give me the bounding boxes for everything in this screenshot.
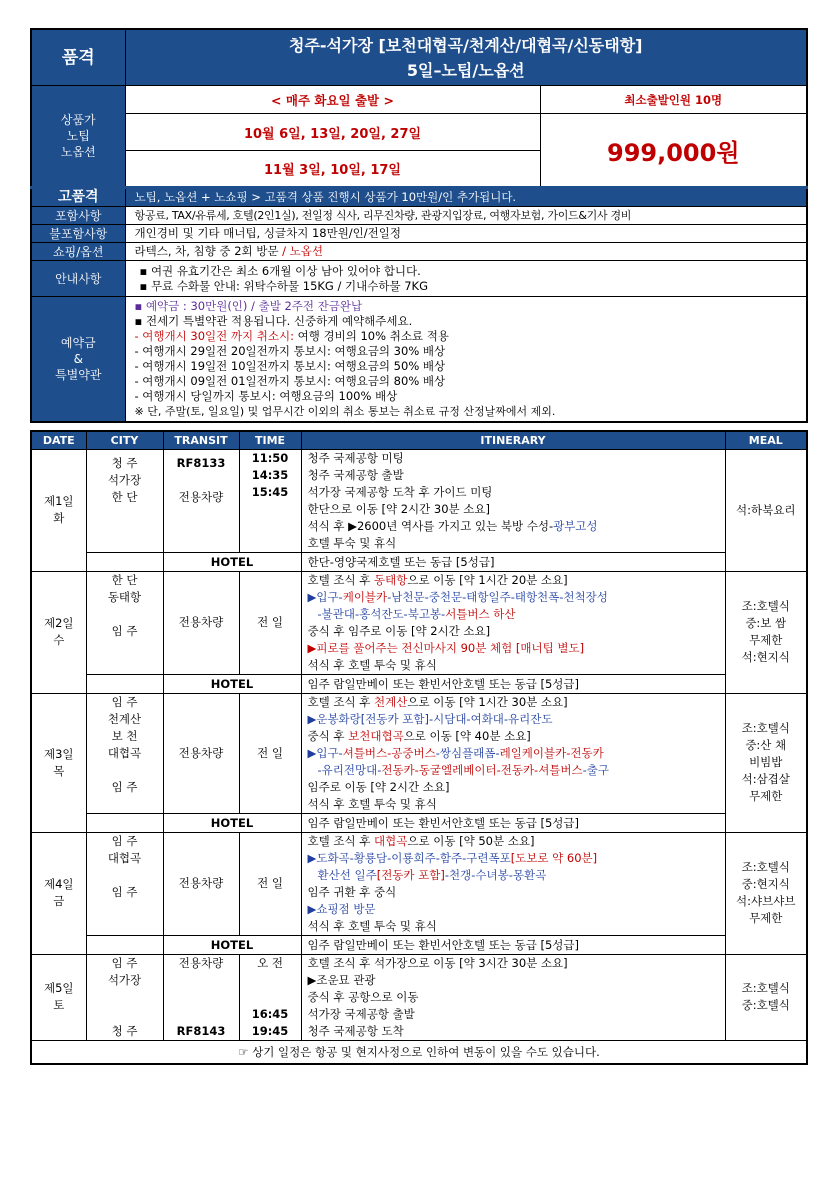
day5-itinerary: 호텔 조식 후 석가장으로 이동 [약 3시간 30분 소요] ▶조운묘 관광 중식 후 공항으로 이동 석가장 국제공항 출발 청주 국제공항 도착 xyxy=(301,954,725,1040)
day5-city: 임 주 석가장 청 주 xyxy=(86,954,163,1040)
day2-transit: 전용차량 xyxy=(163,571,239,674)
day2-date: 제2일 수 xyxy=(31,571,86,693)
day4-city: 임 주 대협곡 임 주 xyxy=(86,832,163,935)
departure-note: < 매주 화요일 출발 > xyxy=(125,86,540,114)
label-booking: 예약금 & 특별약관 xyxy=(31,297,125,423)
day3-transit: 전용차량 xyxy=(163,693,239,813)
day4-itinerary: 호텔 조식 후 대협곡으로 이동 [약 50분 소요] ▶도화곡-황룡담-이룡희주-함주-구련폭포[도보로 약 60분] 환산선 일주[전동카 포함]-천갱-수녀봉-몽환곡 임주 귀환 후 중식 ▶쇼핑점 방문 석식 후 호텔 투숙 및 휴식 xyxy=(301,832,725,935)
day2-meal: 조:호텔식 중:보 쌈 무제한 석:현지식 xyxy=(725,571,807,693)
price: 999,000원 xyxy=(540,114,807,188)
day2-itinerary: 호텔 조식 후 동태항으로 이동 [약 1시간 20분 소요] ▶입구-케이블카-남천문-중천문-태항일주-태항천폭-천척장성 -불관대-홍석잔도-북고봉-서틀버스 하산 중식 후 임주로 이동 [약 2시간 소요] ▶피로를 풀어주는 전신마사지 90분 체험 [매너팁 별도] 석식 후 호텔 투숙 및 휴식 xyxy=(301,571,725,674)
day5-transit: 전용차량 RF8143 xyxy=(163,954,239,1040)
day1-transit: RF8133 전용차량 xyxy=(163,449,239,552)
booking-terms: ▪ 예약금 : 30만원(인) / 출발 2주전 잔금완납 ▪ 전세기 특별약관 적용됩니다. 신중하게 예약해주세요. - 여행개시 30일전 까지 취소시: 여행 경비의 10% 취소료 적용 - 여행개시 29일전 20일전까지 통보시: 여행요금의 30% 배상 - 여행개시 19일전 10일전까지 통보시: 여행요금의 50% 배상 - 여행개시 09일전 01일전까지 통보시: 여행요금의 80% 배상 - 여행개시 당일까지 통보시: 여행요금의 100% 배상 ※ 단, 주말(토, 일요일) 및 업무시간 이외의 취소 통보는 취소료 규정 산정날짜에서 제외. xyxy=(125,297,807,423)
title-line-2: 5일–노팁/노옵션 xyxy=(406,61,525,80)
label-guide: 안내사항 xyxy=(31,261,125,297)
day3-date: 제3일 목 xyxy=(31,693,86,832)
day2-hotel: 임주 람일만베이 또는 환빈서안호텔 또는 동급 [5성급] xyxy=(301,674,725,693)
day1-date: 제1일 화 xyxy=(31,449,86,571)
guide-text: ▪ 여권 유효기간은 최소 6개월 이상 남아 있어야 합니다. ▪ 무료 수화물 안내: 위탁수하물 15KG / 기내수하물 7KG xyxy=(125,261,807,297)
excluded-text: 개인경비 및 기타 매너팁, 싱글차지 18만원/인/전일정 xyxy=(125,225,807,243)
day2-row xyxy=(31,571,807,674)
label-product: 품격 xyxy=(31,29,125,86)
min-pax: 최소출발인원 10명 xyxy=(540,86,807,114)
day3-city: 임 주 천계산 보 천 대협곡 임 주 xyxy=(86,693,163,813)
day4-hotel-row xyxy=(31,935,807,954)
day4-date: 제4일 금 xyxy=(31,832,86,954)
itinerary-header-row xyxy=(31,431,807,449)
label-excluded: 불포함사항 xyxy=(31,225,125,243)
day1-itinerary: 청주 국제공항 미팅 청주 국제공항 출발 석가장 국제공항 도착 후 가이드 미팅 한단으로 이동 [약 2시간 30분 소요] 석식 후 ▶2600년 역사를 가지고 있는 북방 수성-광부고성 호텔 투숙 및 휴식 xyxy=(301,449,725,552)
header-meal: MEAL xyxy=(725,431,807,449)
day5-meal: 조:호텔식 중:호텔식 xyxy=(725,954,807,1040)
product-title xyxy=(125,29,807,86)
day3-time: 전 일 xyxy=(239,693,301,813)
header-transit: TRANSIT xyxy=(163,431,239,449)
day2-hotel-label: HOTEL xyxy=(163,674,301,693)
day1-hotel: 한단-영양국제호텔 또는 동급 [5성급] xyxy=(301,552,725,571)
day3-hotel-row xyxy=(31,813,807,832)
label-price: 상품가 노팁 노옵션 xyxy=(31,86,125,188)
itinerary-document xyxy=(30,28,806,1065)
header-city: CITY xyxy=(86,431,163,449)
day4-hotel-label: HOTEL xyxy=(163,935,301,954)
label-shopping: 쇼핑/옵션 xyxy=(31,243,125,261)
day4-hotel: 임주 람일만베이 또는 환빈서안호텔 또는 동급 [5성급] xyxy=(301,935,725,954)
shopping-text: 라텍스, 차, 침향 중 2회 방문 / 노옵션 xyxy=(125,243,807,261)
day4-meal: 조:호텔식 중:현지식 석:샤브샤브 무제한 xyxy=(725,832,807,954)
day1-time: 11:50 14:35 15:45 xyxy=(239,449,301,552)
label-included: 포함사항 xyxy=(31,207,125,225)
day3-itinerary: 호텔 조식 후 천계산으로 이동 [약 1시간 30분 소요] ▶운봉화랑[전동카 포함]-시담대-여화대-유리잔도 중식 후 보천대협곡으로 이동 [약 40분 소요] ▶입구-셔틀버스-공중버스-쌍심플래폼-레일케이블카-전동카 -유리전망대-전동카-동굴엘레베이터-전동카-셔틀버스-출구 임주로 이동 [약 2시간 소요] 석식 후 호텔 투숙 및 휴식 xyxy=(301,693,725,813)
day3-meal: 조:호텔식 중:산 채 비빔밥 석:삼겹살 무제한 xyxy=(725,693,807,832)
day4-row xyxy=(31,832,807,935)
premium-text: 노팁, 노옵션 + 노쇼핑 > 고품격 상품 진행시 상품가 10만원/인 추가됩니다. xyxy=(125,188,807,207)
header-date: DATE xyxy=(31,431,86,449)
day5-date: 제5일 토 xyxy=(31,954,86,1040)
day1-row xyxy=(31,449,807,552)
day5-time: 오 전 16:45 19:45 xyxy=(239,954,301,1040)
day4-time: 전 일 xyxy=(239,832,301,935)
day1-meal: 석:하북요리 xyxy=(725,449,807,571)
day4-transit: 전용차량 xyxy=(163,832,239,935)
header-time: TIME xyxy=(239,431,301,449)
dates-november: 11월 3일, 10일, 17일 xyxy=(125,151,540,188)
day2-hotel-row xyxy=(31,674,807,693)
day1-hotel-row xyxy=(31,552,807,571)
day2-time: 전 일 xyxy=(239,571,301,674)
footnote-row xyxy=(31,1040,807,1064)
day3-hotel: 임주 람일만베이 또는 환빈서안호텔 또는 동급 [5성급] xyxy=(301,813,725,832)
product-info-table xyxy=(30,28,808,423)
label-premium: 고품격 xyxy=(31,188,125,207)
day1-city: 청 주 석가장 한 단 xyxy=(86,449,163,552)
day1-hotel-label: HOTEL xyxy=(163,552,301,571)
day3-hotel-label: HOTEL xyxy=(163,813,301,832)
footnote: ☞ 상기 일정은 항공 및 현지사정으로 인하여 변동이 있을 수도 있습니다. xyxy=(31,1040,807,1064)
itinerary-table xyxy=(30,430,808,1065)
day3-row xyxy=(31,693,807,813)
day5-row xyxy=(31,954,807,1040)
day2-city: 한 단 동태항 임 주 xyxy=(86,571,163,674)
title-line-1: 청주-석가장 [보천대협곡/천계산/대협곡/신동태항] xyxy=(289,36,643,55)
included-text: 항공료, TAX/유류세, 호텔(2인1실), 전일정 식사, 리무진차량, 관광지입장료, 여행자보험, 가이드&기사 경비 xyxy=(125,207,807,225)
header-itinerary: ITINERARY xyxy=(301,431,725,449)
dates-october: 10월 6일, 13일, 20일, 27일 xyxy=(125,114,540,151)
